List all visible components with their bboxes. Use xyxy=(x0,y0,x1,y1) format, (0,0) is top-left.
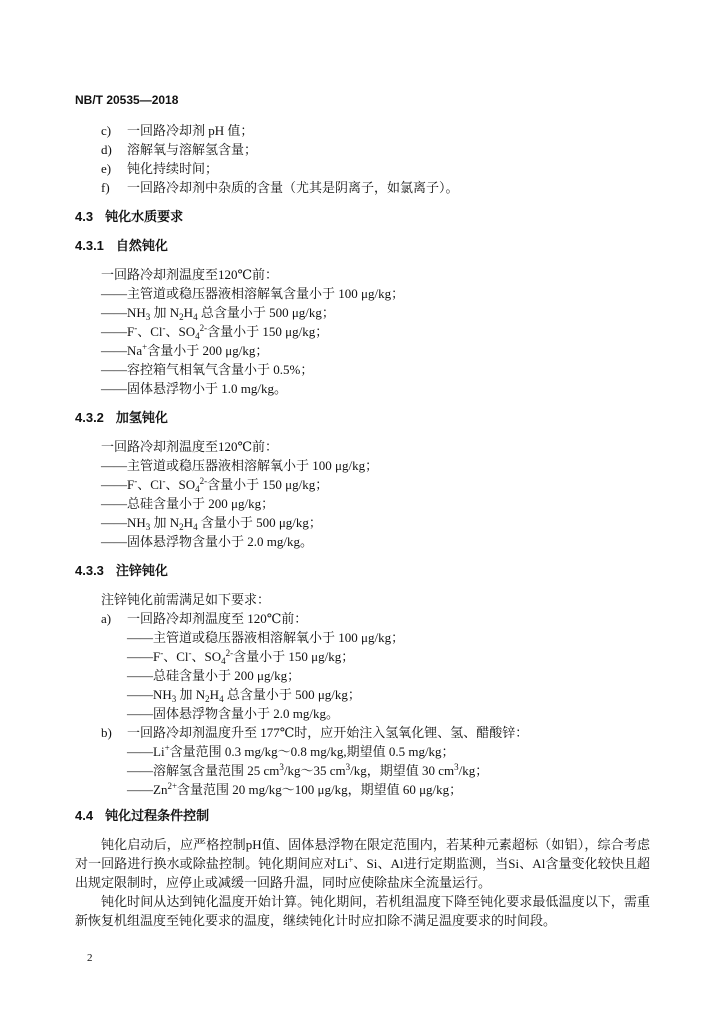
list-marker: c) xyxy=(101,123,112,138)
section-heading-4-3-1 xyxy=(75,236,650,255)
list-item-b xyxy=(75,723,650,742)
section-heading-4-3-2 xyxy=(75,408,650,427)
requirement-line: ——溶解氢含量范围 25 $cm^3/kg\sim 35$ $cm^3/kg$，期望值 30 $cm^3/kg$； xyxy=(127,762,489,778)
list-marker: e) xyxy=(101,161,112,176)
requirement-line: ——总硅含量小于 200 μg/kg； xyxy=(127,668,301,683)
section-heading-4-3-3 xyxy=(75,561,650,580)
list-item-e xyxy=(75,159,650,178)
requirement-line: $——Zn^{2+}$含量范围 20 mg/kg～100 μg/kg，期望值 60 μg/kg； xyxy=(127,781,463,797)
list-marker: d) xyxy=(101,142,112,157)
requirement-line: ——主管道或稳压器液相溶解氧含量小于 100 μg/kg； xyxy=(101,286,405,301)
requirement-line: ——固体悬浮物含量小于 2.0 mg/kg。 xyxy=(127,706,339,721)
section-intro: 一回路冷却剂温度至120℃前： xyxy=(101,267,279,282)
standard-code-header: NB/T 20535—2018 xyxy=(75,93,179,107)
section-heading-4-4 xyxy=(75,806,650,825)
list-item-a xyxy=(75,609,650,628)
heading-title: 钝化过程条件控制 xyxy=(105,808,210,823)
requirement-line: ——总硅含量小于 200 μg/kg； xyxy=(101,496,275,511)
requirement-line: ——固体悬浮物含量小于 2.0 mg/kg。 xyxy=(101,534,313,549)
requirement-line: ——F-、Cl-、$SO_4^{2-}$含量小于 150 μg/kg； xyxy=(101,323,329,341)
page-number: 2 xyxy=(87,952,93,964)
heading-number: 4.3.1 xyxy=(75,238,104,253)
requirement-line: ——容控箱气相氧气含量小于 0.5%； xyxy=(101,362,314,377)
list-item-f xyxy=(75,178,650,197)
section-intro: 注锌钝化前需满足如下要求： xyxy=(101,592,271,607)
section-heading-4-3 xyxy=(75,207,650,226)
heading-title: 自然钝化 xyxy=(115,238,168,253)
body-paragraph: 钝化时间从达到钝化温度开始计算。钝化期间，若机组温度下降至钝化要求最低温度以下，需重新恢复机组温度至钝化要求的温度，继续钝化计时应扣除不满足温度要求的时间段。 xyxy=(75,894,650,928)
section-intro: 一回路冷却剂温度至120℃前： xyxy=(101,439,279,454)
heading-title: 注锌钝化 xyxy=(115,563,168,578)
requirement-line: ——Na+含量小于 200 μg/kg； xyxy=(101,342,269,358)
page-content xyxy=(75,91,650,930)
list-item-text: 一回路冷却剂温度升至 177℃时，应开始注入氢氧化锂、氢、醋酸锌： xyxy=(127,725,529,740)
list-item-text: 一回路冷却剂中杂质的含量（尤其是阴离子，如氯离子）。 xyxy=(127,180,459,195)
list-item-text: 一回路冷却剂温度至 120℃前： xyxy=(127,611,308,626)
list-marker: b) xyxy=(101,725,112,740)
list-item-text: 钝化持续时间； xyxy=(127,161,219,176)
heading-title: 钝化水质要求 xyxy=(105,209,184,224)
heading-number: 4.4 xyxy=(75,808,94,823)
list-item-text: 溶解氧与溶解氢含量； xyxy=(127,142,258,157)
requirement-line: ——主管道或稳压器液相溶解氧小于 100 μg/kg； xyxy=(127,630,405,645)
requirement-line: ——固体悬浮物小于 1.0 mg/kg。 xyxy=(101,381,287,396)
heading-number: 4.3.3 xyxy=(75,563,104,578)
requirement-line: ——Li+含量范围 0.3 mg/kg～0.8 mg/kg,期望值 0.5 mg/kg； xyxy=(127,743,455,759)
heading-number: 4.3 xyxy=(75,209,94,224)
requirement-list-c-f xyxy=(75,121,650,197)
list-marker: a) xyxy=(101,611,112,626)
requirement-line: ——主管道或稳压器液相溶解氧小于 100 μg/kg； xyxy=(101,458,379,473)
list-marker: f) xyxy=(101,180,110,195)
heading-title: 加氢钝化 xyxy=(115,410,168,425)
requirement-line: ——F-、Cl-、$SO_4^{2-}$含量小于 150 μg/kg； xyxy=(127,648,355,666)
requirement-line: $——NH_3$ 加 $N_2H_4$ 含量小于 500 μg/kg； xyxy=(101,515,322,532)
list-item-text: 一回路冷却剂 pH 值； xyxy=(127,123,254,138)
requirement-line: $——NH_3$ 加 $N_2H_4$ 总含量小于 500 μg/kg； xyxy=(101,305,335,322)
heading-number: 4.3.2 xyxy=(75,410,104,425)
body-paragraph: 钝化启动后，应严格控制pH值、固体悬浮物在限定范围内，若某种元素超标（如铝），综合考虑对一回路进行换水或除盐控制。钝化期间应对Li+、Si、Al进行定期监测，当Si、Al含量变化较快且超出规定限制时，应停止或减缓一回路升温，同时应使除盐床全流量运行。 xyxy=(75,837,650,890)
requirement-line: $——NH_3$ 加 $N_2H_4$ 总含量小于 500 μg/kg； xyxy=(127,687,361,704)
list-item-d xyxy=(75,140,650,159)
list-item-c xyxy=(75,121,650,140)
requirement-line: ——F-、Cl-、$SO_4^{2-}$含量小于 150 μg/kg； xyxy=(101,476,329,494)
